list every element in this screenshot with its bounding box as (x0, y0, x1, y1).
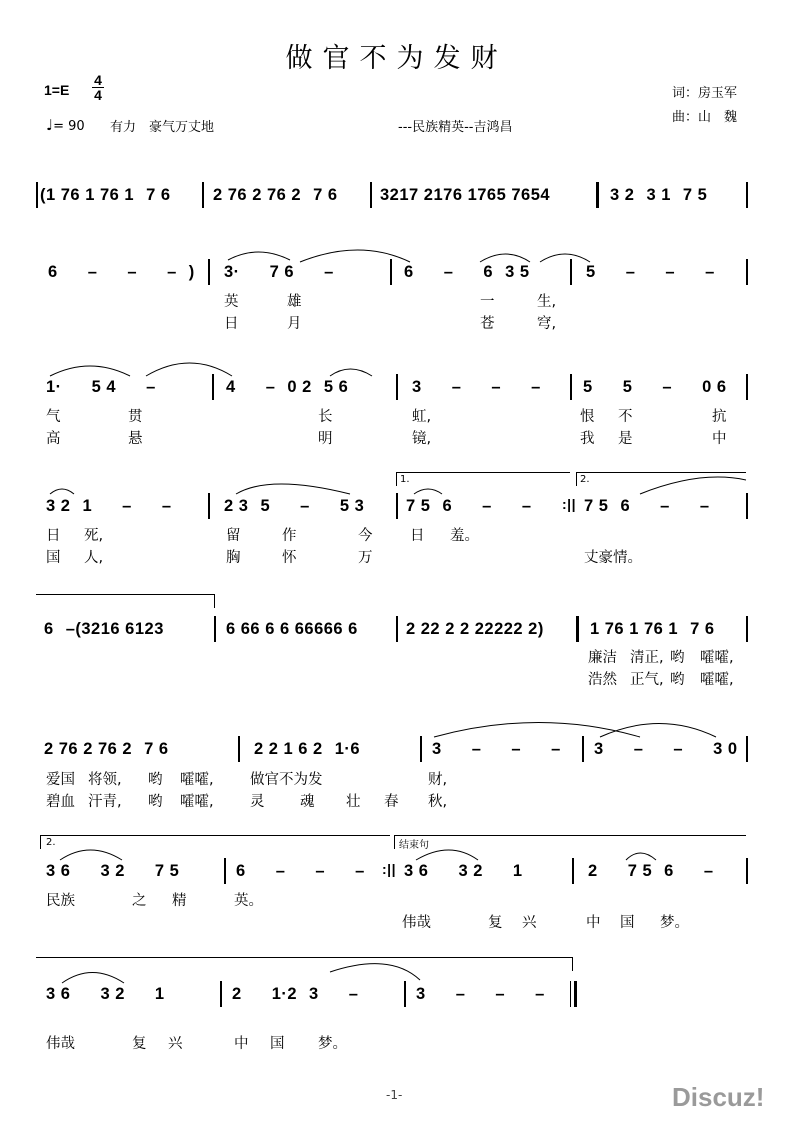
dash: – (355, 862, 365, 880)
lyric: 兴 (522, 915, 537, 931)
slur (236, 484, 350, 494)
lyric: 人, (84, 550, 104, 566)
dash: – (443, 263, 454, 281)
dash: – (511, 740, 522, 758)
lyric: 雄 (287, 294, 302, 310)
lyric: 碧血 (46, 794, 75, 810)
note: 6 (404, 263, 414, 281)
note: 7 6 (269, 263, 295, 281)
dash: – (65, 620, 76, 638)
lyric: 壮 (346, 794, 361, 810)
note: 6 (48, 263, 58, 281)
repeat-end-sign: :|| (382, 861, 396, 877)
dash: – (275, 862, 286, 880)
note-group: 3 2 (100, 862, 125, 880)
note-group: 2 2 1 6 2 (254, 740, 323, 758)
lyric: 日 (410, 528, 425, 544)
note: 3 5 (505, 263, 530, 281)
dash: – (87, 263, 98, 281)
note-group: 2 22 2 2 22222 2 (406, 620, 538, 638)
note-group: 7 5 (682, 186, 708, 204)
note-group: 3 6 (46, 985, 71, 1003)
dash: – (662, 378, 673, 396)
lyric: 复 (488, 915, 503, 931)
note-group: 1·6 (334, 740, 361, 758)
lyric: 国 (620, 915, 635, 931)
dash: – (633, 740, 644, 758)
lyric: 伟哉 (402, 915, 431, 931)
lyric: 哟 (148, 772, 163, 788)
lyric: 怀 (282, 550, 297, 566)
lyric: 一 (480, 294, 495, 310)
lyric: 高 (46, 431, 61, 447)
dash: – (531, 378, 541, 396)
dash: – (551, 740, 561, 758)
dash: – (324, 263, 334, 281)
lyric: 复 (132, 1036, 147, 1052)
lyric: 汗青, (88, 794, 122, 810)
dash: – (703, 862, 714, 880)
lyric: 英。 (234, 893, 263, 909)
slur (228, 252, 290, 260)
time-signature-top: 4 (94, 72, 102, 88)
lyric: 胸 (226, 550, 241, 566)
ending-label: 结束句 (399, 840, 429, 851)
lyric: 生, (537, 294, 557, 310)
lyric: 国 (270, 1036, 285, 1052)
slur (640, 477, 746, 494)
lyric: 廉洁 (588, 650, 617, 666)
note: 1 (82, 497, 93, 515)
slur (50, 489, 74, 494)
lyric: 丈豪情。 (584, 550, 642, 566)
volta-2-label: 2. (580, 474, 590, 485)
note: 7 5 (406, 497, 431, 515)
note: 6 (620, 497, 631, 515)
lyric: 梦。 (660, 915, 689, 931)
lyric: 镜, (412, 431, 432, 447)
note: 0 2 (287, 378, 312, 396)
lyric: 精 (172, 893, 187, 909)
dash: – (535, 985, 545, 1003)
note: 4 (226, 378, 236, 396)
lyric: 中 (586, 915, 601, 931)
lyric: 嚯嚯, (700, 650, 734, 666)
lyric: 月 (287, 316, 302, 332)
key-signature: 1=E (44, 82, 70, 98)
lyric: 兴 (168, 1036, 183, 1052)
note-group: 2 76 2 76 2 (213, 186, 302, 204)
lyric: 今 (358, 528, 373, 544)
dash: – (625, 263, 636, 281)
time-signature-bottom: 4 (92, 87, 104, 102)
dash: – (521, 497, 532, 515)
note: 1 (512, 862, 523, 880)
lyric: 中 (712, 431, 727, 447)
note: 6 (236, 862, 246, 880)
note-group: 7 5 (627, 862, 653, 880)
note: 3 (416, 985, 426, 1003)
lyric: 穹, (537, 316, 557, 332)
note-group: 3 6 (46, 862, 71, 880)
lyric: 日 (46, 528, 61, 544)
composer-credit: 曲：山 魏 (672, 110, 738, 125)
dash: – (471, 740, 482, 758)
note-group: 3 2 (610, 186, 635, 204)
dash: – (265, 378, 276, 396)
lyric: 中 (234, 1036, 249, 1052)
repeat-end-sign: :|| (562, 496, 576, 512)
note-group: 3217 2176 1765 7654 (380, 186, 551, 204)
lyric: 贯 (128, 409, 143, 425)
note: 1· (46, 378, 62, 396)
dash: – (167, 263, 177, 281)
lyric: 伟哉 (46, 1036, 75, 1052)
lyric: 作 (282, 528, 297, 544)
lyric: 嚯嚯, (180, 794, 214, 810)
lyric: 做官不为发 (250, 772, 323, 788)
note-group: 3 1 (646, 186, 671, 204)
note: 3· (224, 263, 240, 281)
dash: – (300, 497, 310, 515)
note-group: 1 76 1 76 1 (590, 620, 679, 638)
lyric: 嚯嚯, (700, 672, 734, 688)
song-title: 做官不为发财 (285, 43, 508, 74)
slur (330, 964, 420, 980)
note: 7 5 (584, 497, 609, 515)
dash: – (146, 378, 156, 396)
lyric: 国 (46, 550, 61, 566)
lyric: 民族 (46, 893, 75, 909)
slur (300, 250, 410, 262)
slur (330, 369, 372, 376)
note: 2 3 (224, 497, 249, 515)
lyric: 将领, (88, 772, 122, 788)
lyric: 嚯嚯, (180, 772, 214, 788)
note-group: 7 6 (313, 186, 338, 204)
lyric: 不 (618, 409, 633, 425)
lyric: 魂 (300, 794, 315, 810)
note-group: 7 6 (144, 740, 169, 758)
lyric: 梦。 (318, 1036, 347, 1052)
lyric: 爱国 (46, 772, 75, 788)
note-group: 7 6 (690, 620, 715, 638)
note: 3 (412, 378, 422, 396)
lyric: 羞。 (450, 528, 479, 544)
dash: – (127, 263, 138, 281)
note-group: 3 6 (404, 862, 429, 880)
note: 5 (260, 497, 271, 515)
note: 3 (309, 985, 319, 1003)
dash: – (122, 497, 132, 515)
lyric: 清正, (630, 650, 664, 666)
dedication: ---民族精英--吉鸿昌 (398, 120, 513, 135)
note: 3 2 (46, 497, 71, 515)
dash: – (495, 985, 506, 1003)
lyric: 恨 (580, 409, 595, 425)
lyric: 明 (318, 431, 333, 447)
lyric: 抗 (712, 409, 727, 425)
quarter-note-icon: ♩ (46, 116, 54, 134)
lyric: 正气, (630, 672, 664, 688)
note: 3 (594, 740, 604, 758)
slur (60, 850, 122, 860)
note: 3 (432, 740, 442, 758)
lyric: 哟 (670, 650, 685, 666)
slur (600, 724, 716, 738)
paren: ( (75, 620, 82, 638)
lyric: 之 (132, 893, 147, 909)
dash: – (482, 497, 492, 515)
lyric: 死, (84, 528, 104, 544)
slur (416, 850, 478, 860)
expression-marking: 有力 豪气万丈地 (110, 120, 215, 135)
slur (434, 723, 640, 738)
lyric: 我 (580, 431, 595, 447)
lyric: 虹, (412, 409, 432, 425)
note-group: 1 76 1 76 1 (46, 186, 135, 204)
note-group: 1·2 (271, 985, 298, 1003)
note: 0 6 (702, 378, 727, 396)
note: 2 (588, 862, 598, 880)
dash: – (491, 378, 502, 396)
dash: – (348, 985, 359, 1003)
lyric: 英 (224, 294, 239, 310)
dash: – (161, 497, 172, 515)
dash: – (455, 985, 466, 1003)
note-group: 7 5 (154, 862, 180, 880)
note-group: ( (40, 186, 46, 204)
note-group: 2 76 2 76 2 (44, 740, 133, 758)
dash: – (315, 862, 326, 880)
lyric: 秋, (428, 794, 448, 810)
note-group: 7 6 (146, 186, 171, 204)
note: 6 (44, 620, 54, 638)
volta-1-label: 1. (400, 474, 410, 485)
dash: – (705, 263, 715, 281)
lyric: 是 (618, 431, 633, 447)
lyricist-credit: 词：房玉军 (672, 86, 738, 101)
note-group: 6 66 6 6 66666 6 (226, 620, 358, 638)
lyric: 哟 (148, 794, 163, 810)
lyric: 长 (318, 409, 333, 425)
dash: – (673, 740, 684, 758)
note: 2 (232, 985, 242, 1003)
dash: – (660, 497, 670, 515)
note-group: 3 2 (100, 985, 125, 1003)
note: 5 (583, 378, 593, 396)
note: 5 (622, 378, 633, 396)
note: 6 (483, 263, 494, 281)
slur (146, 363, 232, 376)
volta-2-label: 2. (46, 837, 56, 848)
dash: – (699, 497, 710, 515)
watermark-logo: Discuz! (672, 1082, 765, 1112)
note-group: 3 2 (458, 862, 483, 880)
slur (414, 489, 442, 494)
dash: – (451, 378, 462, 396)
note: 5 6 (323, 378, 349, 396)
note-group: 3216 6123 (81, 620, 164, 638)
lyric: 苍 (480, 316, 495, 332)
paren: ) (188, 263, 195, 281)
lyric: 哟 (670, 672, 685, 688)
slur (540, 254, 590, 262)
note: 6 (664, 862, 674, 880)
note: 1 (154, 985, 165, 1003)
lyric: 万 (358, 550, 373, 566)
tempo-value: = 90 (53, 119, 85, 134)
lyric: 留 (226, 528, 241, 544)
lyric: 灵 (250, 794, 265, 810)
lyric: 日 (224, 316, 239, 332)
lyric: 悬 (128, 431, 143, 447)
note: 5 3 (339, 497, 365, 515)
lyric: 浩然 (588, 672, 617, 688)
note: 5 4 (91, 378, 117, 396)
dash: – (665, 263, 676, 281)
slur (626, 853, 656, 860)
slur (62, 973, 124, 984)
note: 3 0 (713, 740, 738, 758)
lyric: 财, (428, 772, 448, 788)
lyric: 气 (46, 409, 61, 425)
slur (50, 366, 130, 376)
note: 6 (442, 497, 453, 515)
paren: ) (537, 620, 544, 638)
note: 5 (586, 263, 596, 281)
slur (480, 254, 530, 262)
page-number: -1- (386, 1088, 403, 1102)
lyric: 春 (384, 794, 399, 810)
